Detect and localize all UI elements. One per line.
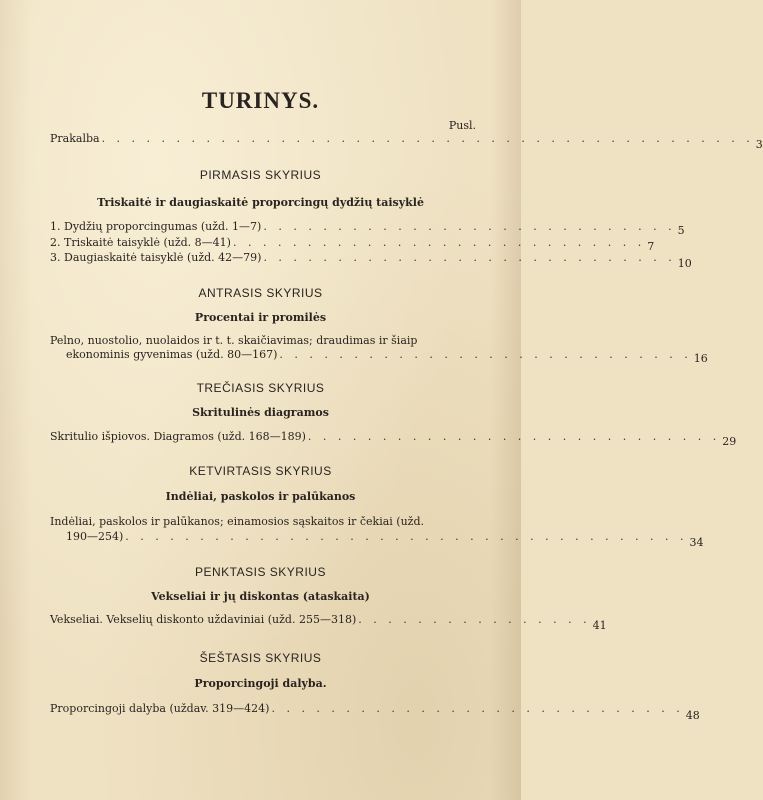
toc-entry[interactable] <box>50 251 692 270</box>
toc-entry-page: 41 <box>592 619 607 632</box>
chapter-heading: ANTRASIS SKYRIUS <box>198 286 323 300</box>
toc-entry-label: Prakalba <box>50 132 100 145</box>
leader-dots: . . . . . . . . . . . . . . . . . . . . . . . . . . . . <box>271 702 684 715</box>
toc-entry[interactable] <box>50 702 700 722</box>
chapter-heading: KETVIRTASIS SKYRIUS <box>189 464 332 478</box>
toc-entry-page: 29 <box>722 435 737 448</box>
toc-entry-label: Vekseliai. Vekselių diskonto uždaviniai (užd. 255—318) <box>50 613 357 626</box>
toc-entry-page: 16 <box>693 352 708 365</box>
toc-entry[interactable] <box>50 236 655 253</box>
leader-dots: . . . . . . . . . . . . . . . . . . . . . . . . . . . . <box>279 348 692 361</box>
toc-entry-label: 190—254) <box>66 530 124 543</box>
toc-entry-number: 1. <box>50 220 61 233</box>
toc-entry-label: Dydžių proporcingumas (užd. 1—7) <box>64 220 262 233</box>
toc-entry[interactable] <box>50 613 607 632</box>
toc-entry[interactable] <box>66 348 708 365</box>
toc-entry-page: 5 <box>677 224 685 237</box>
chapter-subtitle: Procentai ir promilės <box>194 311 327 324</box>
chapter-heading: TREČIASIS SKYRIUS <box>196 381 325 395</box>
toc-entry-label: Proporcingoji dalyba (uždav. 319—424) <box>50 702 270 715</box>
leader-dots: . . . . . . . . . . . . . . . . . . . . . . . . . . . . <box>232 236 646 249</box>
toc-entry-label: Daugiaskaitė taisyklė (užd. 42—79) <box>64 251 262 264</box>
chapter-subtitle: Indėliai, paskolos ir palūkanos <box>165 490 356 503</box>
toc-entry-number: 2. <box>50 236 61 249</box>
leader-dots: . . . . . . . . . . . . . . . . <box>358 613 591 626</box>
chapter-subtitle: Triskaitė ir daugiaskaitė proporcingų dydžių taisyklė <box>97 196 424 209</box>
toc-entry-page: 48 <box>685 709 700 722</box>
toc-entry-line: Indėliai, paskolos ir palūkanos; einamosios sąskaitos ir čekiai (užd. <box>50 515 424 528</box>
leader-dots: . . . . . . . . . . . . . . . . . . . . . . . . . . . . . . . . . . . . . . . . . . . . <box>101 132 754 145</box>
page-column-header: Pusl. <box>448 119 476 132</box>
toc-entry[interactable] <box>50 430 737 448</box>
toc-entry[interactable] <box>66 530 704 549</box>
leader-dots: . . . . . . . . . . . . . . . . . . . . . . . . . . . . . . . . . . . . . . <box>125 530 688 543</box>
toc-entry-label: Skritulio išpiovos. Diagramos (užd. 168—189) <box>50 430 306 443</box>
toc-entry[interactable] <box>50 220 685 237</box>
toc-entry-page: 7 <box>647 240 655 253</box>
chapter-subtitle: Proporcingoji dalyba. <box>194 677 327 690</box>
toc-entry-page: 3 <box>755 138 763 151</box>
chapter-heading: PIRMASIS SKYRIUS <box>199 168 322 182</box>
toc-entry-page: 34 <box>689 536 704 549</box>
leader-dots: . . . . . . . . . . . . . . . . . . . . . . . . . . . . <box>263 251 676 264</box>
toc-entry-label: Triskaitė taisyklė (užd. 8—41) <box>64 236 231 249</box>
toc-entry-number: 3. <box>50 251 61 264</box>
toc-entry-line: Pelno, nuostolio, nuolaidos ir t. t. skaičiavimas; draudimas ir šiaip <box>50 334 418 347</box>
toc-entry-preface[interactable] <box>50 132 763 151</box>
chapter-heading: ŠEŠTASIS SKYRIUS <box>199 651 322 665</box>
toc-entry-label: ekonominis gyvenimas (užd. 80—167) <box>66 348 278 361</box>
chapter-heading: PENKTASIS SKYRIUS <box>195 565 326 579</box>
page-title: TURINYS. <box>201 88 320 113</box>
leader-dots: . . . . . . . . . . . . . . . . . . . . . . . . . . . . <box>307 430 721 443</box>
leader-dots: . . . . . . . . . . . . . . . . . . . . . . . . . . . . <box>263 220 676 233</box>
chapter-subtitle: Skritulinės diagramos <box>192 406 329 419</box>
chapter-subtitle: Vekseliai ir jų diskontas (ataskaita) <box>151 590 370 603</box>
toc-entry-page: 10 <box>677 257 692 270</box>
